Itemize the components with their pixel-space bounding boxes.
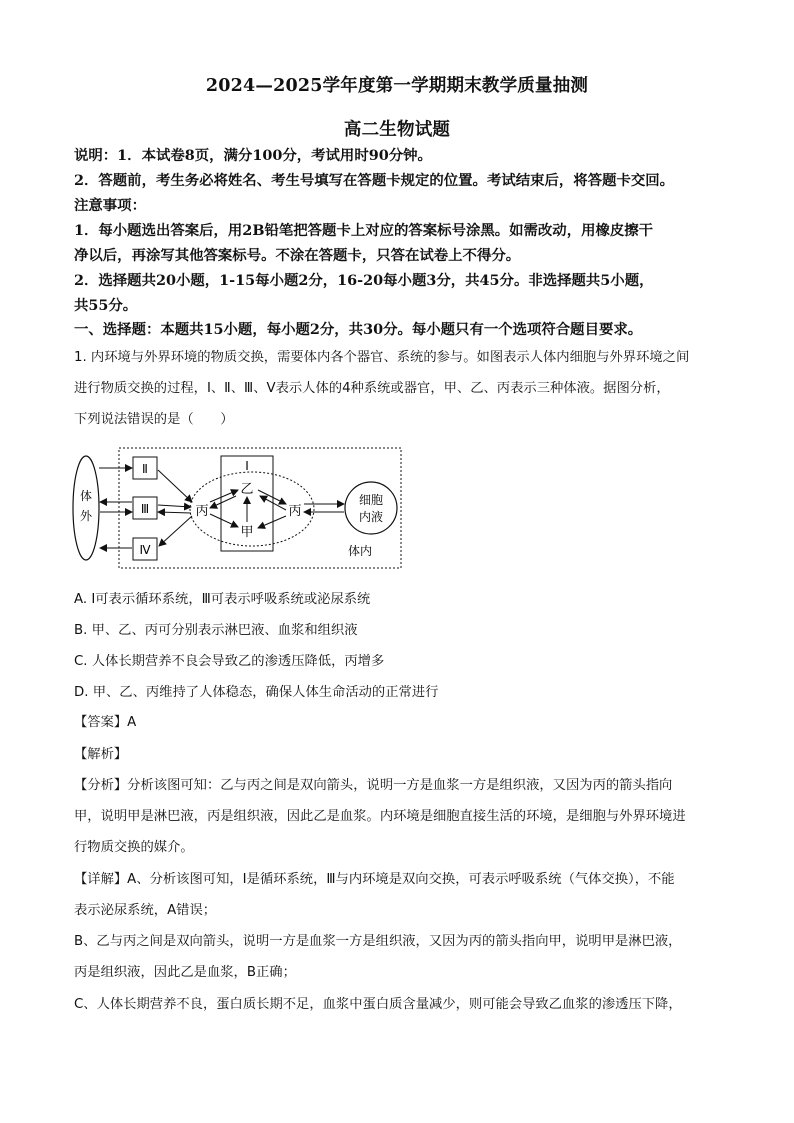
analysis-heading: 【解析】 (74, 747, 128, 762)
notice-2a: 2．选择题共20小题，1-15每小题2分，16-20每小题3分，共45分。非选择题共5小题， (74, 272, 654, 289)
analysis-line-2: 甲，说明甲是淋巴液，丙是组织液，因此乙是血浆。内环境是细胞直接生活的环境，是细胞与外界环境进 (74, 809, 686, 824)
label-cell-fluid-2: 内液 (358, 510, 384, 524)
body-fluid-exchange-diagram (64, 440, 414, 575)
label-cell-fluid-1: 细胞 (358, 493, 384, 507)
analysis-line-3: 行物质交换的媒介。 (74, 840, 194, 855)
arrow-bing-to-jia (210, 514, 238, 527)
question-1-stem-1: 1. 内环境与外界环境的物质交换，需要体内各个器官、系统的参与。如图表示人体内细胞与外界环境之间 (74, 350, 690, 365)
section-1-heading: 一、选择题：本题共15小题，每小题2分，共30分。每小题只有一个选项符合题目要求。 (74, 321, 643, 338)
question-1-stem-3: 下列说法错误的是（ ） (74, 412, 234, 427)
notice-2b: 共55分。 (74, 297, 138, 314)
label-organ-4: Ⅳ (139, 543, 151, 557)
label-fluid-jia: 甲 (240, 525, 254, 540)
arrow-bing-to-yi-left (210, 490, 238, 502)
option-b: B. 甲、乙、丙可分别表示淋巴液、血浆和组织液 (74, 623, 358, 638)
notice-heading: 注意事项： (74, 197, 146, 214)
label-outside-top: 体 (79, 489, 93, 503)
arrow-3-to-bing (158, 505, 191, 507)
label-organ-3: Ⅲ (140, 502, 150, 516)
answer-line: 【答案】A (74, 715, 137, 730)
arrow-bing-right-to-jia (258, 516, 286, 528)
instruction-note-2: 2．答题前，考生务必将姓名、考生号填写在答题卡规定的位置。考试结束后，将答题卡交回。 (74, 172, 675, 189)
analysis-line-1: 【分析】分析该图可知：乙与丙之间是双向箭头，说明一方是血浆一方是组织液，又因为丙的箭头指向 (74, 778, 673, 793)
question-1-stem-2: 进行物质交换的过程，Ⅰ、Ⅱ、Ⅲ、Ⅴ表示人体的4种系统或器官，甲、乙、丙表示三种体液。据图分析， (74, 381, 670, 396)
label-inside: 体内 (347, 544, 373, 558)
label-organ-2: Ⅱ (142, 462, 148, 476)
notice-1b: 净以后，再涂写其他答案标号。不涂在答题卡，只答在试卷上不得分。 (74, 247, 521, 264)
label-outside-bottom: 外 (79, 509, 93, 523)
instruction-note-1: 说明：1．本试卷8页，满分100分，考试用时90分钟。 (74, 147, 432, 164)
notice-1a: 1．每小题选出答案后，用2B铅笔把答题卡上对应的答案标号涂黑。如需改动，用橡皮擦干 (74, 222, 654, 239)
cell-fluid-circle (345, 482, 397, 534)
option-c: C. 人体长期营养不良会导致乙的渗透压降低，丙增多 (74, 654, 385, 669)
arrow-bing-to-4 (159, 516, 192, 546)
arrow-yi-to-bing-left (210, 496, 236, 508)
detail-line-4: 丙是组织液，因此乙是血浆，B正确； (74, 965, 296, 980)
outside-ellipse (73, 456, 99, 560)
detail-line-1: 【详解】A、分析该图可知，Ⅰ是循环系统，Ⅲ与内环境是双向交换，可表示呼吸系统（气体交换），不能 (74, 872, 675, 887)
exam-title: 2024—2025学年度第一学期期末教学质量抽测 (205, 76, 589, 96)
option-a: A. Ⅰ可表示循环系统，Ⅲ可表示呼吸系统或泌尿系统 (74, 592, 371, 607)
arrow-2-to-bing (158, 470, 192, 502)
exam-subtitle: 高二生物试题 (343, 120, 451, 140)
detail-line-5: C、人体长期营养不良，蛋白质长期不足，血浆中蛋白质含量减少，则可能会导致乙血浆的渗透压下降， (74, 997, 682, 1012)
label-organ-1: Ⅰ (245, 459, 249, 473)
label-fluid-yi: 乙 (240, 482, 254, 497)
label-fluid-bing-right: 丙 (288, 504, 302, 519)
detail-line-2: 表示泌尿系统，A错误； (74, 903, 217, 918)
label-fluid-bing-left: 丙 (195, 504, 209, 519)
option-d: D. 甲、乙、丙维持了人体稳态，确保人体生命活动的正常进行 (74, 685, 439, 700)
detail-line-3: B、乙与丙之间是双向箭头，说明一方是血浆一方是组织液，又因为丙的箭头指向甲，说明甲是淋巴液， (74, 934, 682, 949)
arrow-bing-to-3 (158, 512, 191, 513)
